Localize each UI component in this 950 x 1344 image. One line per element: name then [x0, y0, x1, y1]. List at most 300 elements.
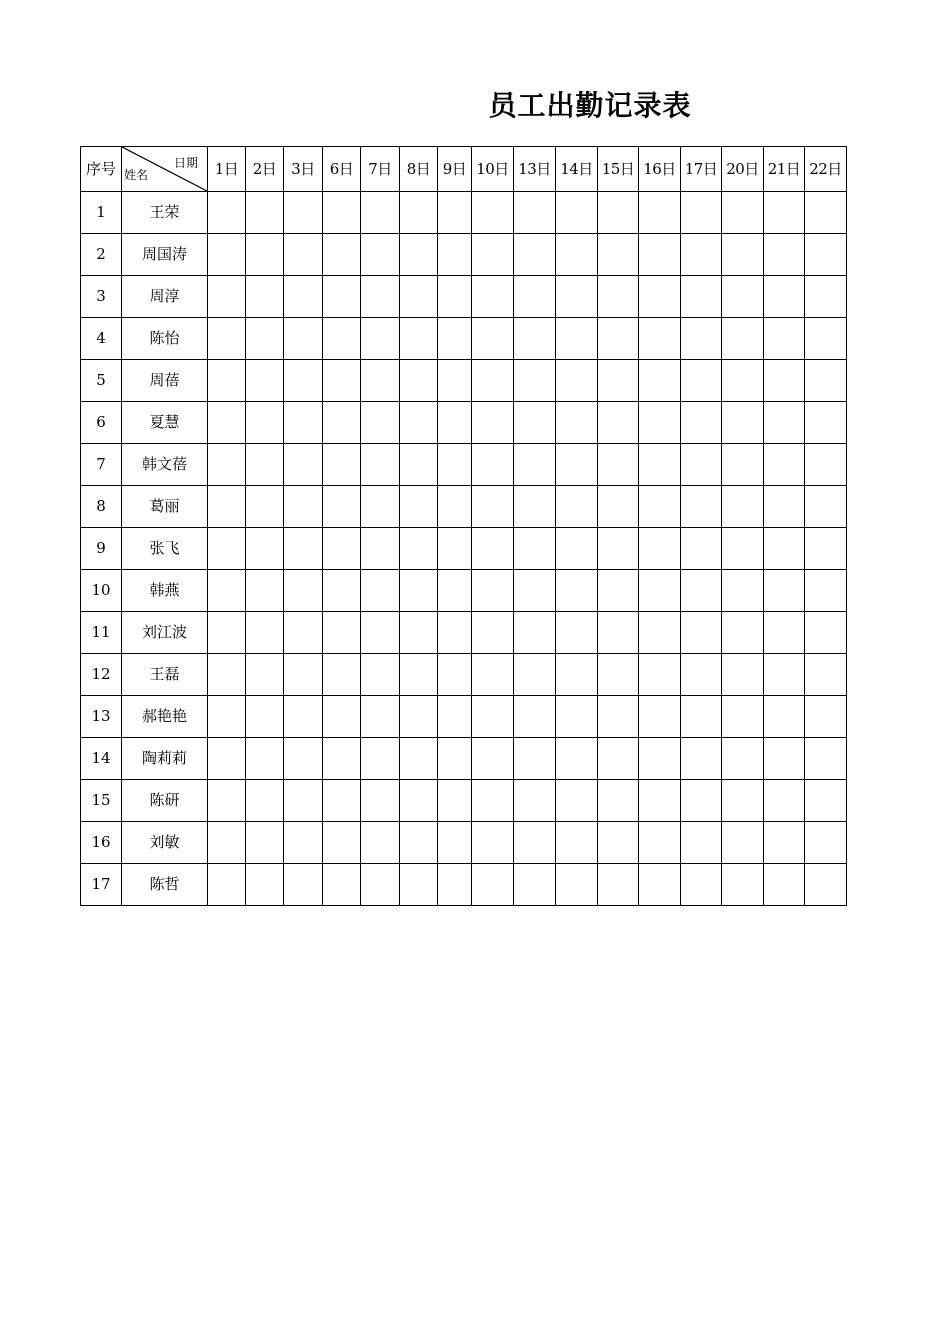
- attendance-cell[interactable]: [764, 276, 805, 318]
- attendance-cell[interactable]: [514, 192, 556, 234]
- attendance-cell[interactable]: [722, 528, 764, 570]
- attendance-cell[interactable]: [208, 318, 246, 360]
- header-day-13[interactable]: 20日: [722, 147, 764, 192]
- attendance-cell[interactable]: [805, 528, 847, 570]
- attendance-cell[interactable]: [472, 738, 514, 780]
- attendance-cell[interactable]: [438, 612, 472, 654]
- attendance-cell[interactable]: [400, 276, 438, 318]
- attendance-cell[interactable]: [639, 402, 681, 444]
- attendance-cell[interactable]: [208, 192, 246, 234]
- attendance-cell[interactable]: [639, 864, 681, 906]
- attendance-cell[interactable]: [323, 654, 361, 696]
- attendance-cell[interactable]: [722, 780, 764, 822]
- attendance-cell[interactable]: [400, 402, 438, 444]
- attendance-cell[interactable]: [472, 192, 514, 234]
- attendance-cell[interactable]: [361, 738, 400, 780]
- attendance-cell[interactable]: [556, 360, 598, 402]
- attendance-cell[interactable]: [361, 276, 400, 318]
- attendance-cell[interactable]: [681, 696, 722, 738]
- attendance-cell[interactable]: [246, 234, 284, 276]
- attendance-cell[interactable]: [361, 864, 400, 906]
- attendance-cell[interactable]: [639, 528, 681, 570]
- attendance-cell[interactable]: [361, 780, 400, 822]
- attendance-cell[interactable]: [764, 780, 805, 822]
- attendance-cell[interactable]: [764, 528, 805, 570]
- attendance-cell[interactable]: [438, 234, 472, 276]
- attendance-cell[interactable]: [639, 192, 681, 234]
- attendance-cell[interactable]: [400, 192, 438, 234]
- attendance-cell[interactable]: [722, 234, 764, 276]
- attendance-cell[interactable]: [805, 612, 847, 654]
- attendance-cell[interactable]: [284, 696, 323, 738]
- header-day-12[interactable]: 17日: [681, 147, 722, 192]
- attendance-cell[interactable]: [514, 318, 556, 360]
- attendance-cell[interactable]: [639, 654, 681, 696]
- attendance-cell[interactable]: [323, 528, 361, 570]
- attendance-cell[interactable]: [323, 738, 361, 780]
- attendance-cell[interactable]: [472, 696, 514, 738]
- attendance-cell[interactable]: [514, 612, 556, 654]
- attendance-cell[interactable]: [681, 822, 722, 864]
- attendance-cell[interactable]: [556, 234, 598, 276]
- header-day-4[interactable]: 7日: [361, 147, 400, 192]
- attendance-cell[interactable]: [246, 738, 284, 780]
- row-name[interactable]: 陈哲: [122, 864, 208, 906]
- row-name[interactable]: 张飞: [122, 528, 208, 570]
- row-name[interactable]: 刘敏: [122, 822, 208, 864]
- attendance-cell[interactable]: [805, 318, 847, 360]
- row-seq[interactable]: 8: [81, 486, 122, 528]
- attendance-cell[interactable]: [681, 318, 722, 360]
- attendance-cell[interactable]: [400, 780, 438, 822]
- attendance-cell[interactable]: [805, 234, 847, 276]
- attendance-cell[interactable]: [681, 528, 722, 570]
- attendance-cell[interactable]: [598, 654, 639, 696]
- attendance-cell[interactable]: [805, 360, 847, 402]
- attendance-cell[interactable]: [722, 486, 764, 528]
- attendance-cell[interactable]: [438, 402, 472, 444]
- attendance-cell[interactable]: [514, 738, 556, 780]
- header-seq[interactable]: 序号: [81, 147, 122, 192]
- attendance-cell[interactable]: [556, 528, 598, 570]
- attendance-cell[interactable]: [361, 570, 400, 612]
- attendance-cell[interactable]: [361, 696, 400, 738]
- attendance-cell[interactable]: [284, 486, 323, 528]
- attendance-cell[interactable]: [764, 360, 805, 402]
- attendance-cell[interactable]: [764, 738, 805, 780]
- attendance-cell[interactable]: [598, 192, 639, 234]
- attendance-cell[interactable]: [400, 654, 438, 696]
- attendance-cell[interactable]: [598, 402, 639, 444]
- attendance-cell[interactable]: [323, 318, 361, 360]
- attendance-cell[interactable]: [246, 486, 284, 528]
- header-day-10[interactable]: 15日: [598, 147, 639, 192]
- attendance-cell[interactable]: [598, 318, 639, 360]
- attendance-cell[interactable]: [556, 612, 598, 654]
- attendance-cell[interactable]: [208, 234, 246, 276]
- attendance-cell[interactable]: [323, 192, 361, 234]
- attendance-cell[interactable]: [284, 654, 323, 696]
- attendance-cell[interactable]: [805, 864, 847, 906]
- attendance-cell[interactable]: [438, 696, 472, 738]
- attendance-cell[interactable]: [284, 612, 323, 654]
- attendance-cell[interactable]: [472, 318, 514, 360]
- attendance-cell[interactable]: [805, 276, 847, 318]
- attendance-cell[interactable]: [472, 780, 514, 822]
- attendance-cell[interactable]: [805, 780, 847, 822]
- attendance-cell[interactable]: [472, 612, 514, 654]
- attendance-cell[interactable]: [400, 360, 438, 402]
- attendance-cell[interactable]: [208, 612, 246, 654]
- row-seq[interactable]: 13: [81, 696, 122, 738]
- attendance-cell[interactable]: [764, 612, 805, 654]
- attendance-cell[interactable]: [681, 486, 722, 528]
- attendance-cell[interactable]: [438, 318, 472, 360]
- attendance-cell[interactable]: [805, 696, 847, 738]
- attendance-cell[interactable]: [598, 696, 639, 738]
- attendance-cell[interactable]: [438, 570, 472, 612]
- attendance-cell[interactable]: [805, 192, 847, 234]
- attendance-cell[interactable]: [472, 360, 514, 402]
- attendance-cell[interactable]: [722, 360, 764, 402]
- attendance-cell[interactable]: [438, 864, 472, 906]
- attendance-cell[interactable]: [472, 654, 514, 696]
- row-seq[interactable]: 6: [81, 402, 122, 444]
- attendance-cell[interactable]: [472, 444, 514, 486]
- attendance-cell[interactable]: [246, 780, 284, 822]
- attendance-cell[interactable]: [284, 276, 323, 318]
- row-name[interactable]: 郝艳艳: [122, 696, 208, 738]
- row-name[interactable]: 周国涛: [122, 234, 208, 276]
- header-day-6[interactable]: 9日: [438, 147, 472, 192]
- header-day-11[interactable]: 16日: [639, 147, 681, 192]
- attendance-cell[interactable]: [681, 612, 722, 654]
- row-name[interactable]: 葛丽: [122, 486, 208, 528]
- row-name[interactable]: 周蓓: [122, 360, 208, 402]
- attendance-cell[interactable]: [246, 402, 284, 444]
- attendance-cell[interactable]: [514, 234, 556, 276]
- attendance-cell[interactable]: [361, 360, 400, 402]
- attendance-cell[interactable]: [556, 444, 598, 486]
- attendance-cell[interactable]: [361, 612, 400, 654]
- attendance-cell[interactable]: [246, 612, 284, 654]
- row-name[interactable]: 陶莉莉: [122, 738, 208, 780]
- attendance-cell[interactable]: [284, 402, 323, 444]
- row-name[interactable]: 王荣: [122, 192, 208, 234]
- attendance-cell[interactable]: [208, 738, 246, 780]
- attendance-cell[interactable]: [438, 444, 472, 486]
- attendance-cell[interactable]: [805, 654, 847, 696]
- attendance-cell[interactable]: [722, 738, 764, 780]
- attendance-cell[interactable]: [722, 318, 764, 360]
- row-name[interactable]: 周淳: [122, 276, 208, 318]
- attendance-cell[interactable]: [681, 738, 722, 780]
- attendance-cell[interactable]: [284, 780, 323, 822]
- attendance-cell[interactable]: [556, 318, 598, 360]
- attendance-cell[interactable]: [639, 696, 681, 738]
- attendance-cell[interactable]: [514, 360, 556, 402]
- attendance-cell[interactable]: [514, 864, 556, 906]
- header-day-14[interactable]: 21日: [764, 147, 805, 192]
- attendance-cell[interactable]: [639, 822, 681, 864]
- attendance-cell[interactable]: [598, 738, 639, 780]
- attendance-cell[interactable]: [722, 654, 764, 696]
- attendance-cell[interactable]: [805, 822, 847, 864]
- attendance-cell[interactable]: [246, 276, 284, 318]
- attendance-cell[interactable]: [208, 402, 246, 444]
- attendance-cell[interactable]: [514, 654, 556, 696]
- attendance-cell[interactable]: [208, 360, 246, 402]
- attendance-cell[interactable]: [400, 864, 438, 906]
- attendance-cell[interactable]: [438, 192, 472, 234]
- attendance-cell[interactable]: [284, 318, 323, 360]
- attendance-cell[interactable]: [764, 234, 805, 276]
- attendance-cell[interactable]: [323, 780, 361, 822]
- header-day-5[interactable]: 8日: [400, 147, 438, 192]
- attendance-cell[interactable]: [639, 318, 681, 360]
- attendance-cell[interactable]: [598, 864, 639, 906]
- attendance-cell[interactable]: [246, 444, 284, 486]
- attendance-cell[interactable]: [323, 234, 361, 276]
- attendance-cell[interactable]: [246, 318, 284, 360]
- row-seq[interactable]: 2: [81, 234, 122, 276]
- header-day-0[interactable]: 1日: [208, 147, 246, 192]
- header-day-9[interactable]: 14日: [556, 147, 598, 192]
- attendance-cell[interactable]: [639, 570, 681, 612]
- attendance-cell[interactable]: [284, 360, 323, 402]
- row-name[interactable]: 陈怡: [122, 318, 208, 360]
- attendance-cell[interactable]: [208, 696, 246, 738]
- header-day-15[interactable]: 22日: [805, 147, 847, 192]
- attendance-cell[interactable]: [208, 864, 246, 906]
- header-day-2[interactable]: 3日: [284, 147, 323, 192]
- attendance-cell[interactable]: [764, 444, 805, 486]
- attendance-cell[interactable]: [722, 696, 764, 738]
- attendance-cell[interactable]: [246, 360, 284, 402]
- attendance-cell[interactable]: [556, 276, 598, 318]
- attendance-cell[interactable]: [246, 822, 284, 864]
- attendance-cell[interactable]: [681, 402, 722, 444]
- attendance-cell[interactable]: [323, 822, 361, 864]
- attendance-cell[interactable]: [400, 822, 438, 864]
- row-seq[interactable]: 5: [81, 360, 122, 402]
- attendance-cell[interactable]: [361, 822, 400, 864]
- attendance-cell[interactable]: [208, 276, 246, 318]
- attendance-cell[interactable]: [246, 192, 284, 234]
- row-seq[interactable]: 16: [81, 822, 122, 864]
- attendance-cell[interactable]: [598, 612, 639, 654]
- attendance-cell[interactable]: [681, 570, 722, 612]
- attendance-cell[interactable]: [323, 612, 361, 654]
- attendance-cell[interactable]: [472, 822, 514, 864]
- attendance-cell[interactable]: [722, 822, 764, 864]
- attendance-cell[interactable]: [400, 696, 438, 738]
- row-seq[interactable]: 11: [81, 612, 122, 654]
- attendance-cell[interactable]: [361, 402, 400, 444]
- attendance-cell[interactable]: [764, 486, 805, 528]
- attendance-cell[interactable]: [639, 612, 681, 654]
- row-seq[interactable]: 14: [81, 738, 122, 780]
- attendance-cell[interactable]: [722, 192, 764, 234]
- attendance-cell[interactable]: [598, 822, 639, 864]
- attendance-cell[interactable]: [556, 822, 598, 864]
- attendance-cell[interactable]: [764, 696, 805, 738]
- attendance-cell[interactable]: [208, 780, 246, 822]
- attendance-cell[interactable]: [639, 234, 681, 276]
- attendance-cell[interactable]: [284, 234, 323, 276]
- attendance-cell[interactable]: [639, 276, 681, 318]
- attendance-cell[interactable]: [514, 780, 556, 822]
- attendance-cell[interactable]: [514, 402, 556, 444]
- attendance-cell[interactable]: [598, 780, 639, 822]
- attendance-cell[interactable]: [361, 234, 400, 276]
- attendance-cell[interactable]: [361, 444, 400, 486]
- attendance-cell[interactable]: [472, 276, 514, 318]
- attendance-cell[interactable]: [246, 570, 284, 612]
- attendance-cell[interactable]: [323, 276, 361, 318]
- attendance-cell[interactable]: [400, 234, 438, 276]
- row-seq[interactable]: 15: [81, 780, 122, 822]
- attendance-cell[interactable]: [472, 402, 514, 444]
- attendance-cell[interactable]: [514, 444, 556, 486]
- attendance-cell[interactable]: [514, 570, 556, 612]
- attendance-cell[interactable]: [805, 738, 847, 780]
- attendance-cell[interactable]: [514, 276, 556, 318]
- attendance-cell[interactable]: [764, 654, 805, 696]
- attendance-cell[interactable]: [598, 234, 639, 276]
- attendance-cell[interactable]: [323, 696, 361, 738]
- attendance-cell[interactable]: [208, 528, 246, 570]
- attendance-cell[interactable]: [208, 822, 246, 864]
- attendance-cell[interactable]: [514, 696, 556, 738]
- attendance-cell[interactable]: [805, 444, 847, 486]
- row-seq[interactable]: 7: [81, 444, 122, 486]
- attendance-cell[interactable]: [438, 360, 472, 402]
- attendance-cell[interactable]: [400, 318, 438, 360]
- attendance-cell[interactable]: [284, 528, 323, 570]
- attendance-cell[interactable]: [400, 444, 438, 486]
- row-seq[interactable]: 9: [81, 528, 122, 570]
- attendance-cell[interactable]: [284, 444, 323, 486]
- attendance-cell[interactable]: [361, 528, 400, 570]
- attendance-cell[interactable]: [472, 528, 514, 570]
- attendance-cell[interactable]: [438, 738, 472, 780]
- header-day-3[interactable]: 6日: [323, 147, 361, 192]
- attendance-cell[interactable]: [323, 360, 361, 402]
- attendance-cell[interactable]: [598, 444, 639, 486]
- row-seq[interactable]: 17: [81, 864, 122, 906]
- attendance-cell[interactable]: [764, 822, 805, 864]
- attendance-cell[interactable]: [514, 528, 556, 570]
- attendance-cell[interactable]: [722, 864, 764, 906]
- attendance-cell[interactable]: [361, 654, 400, 696]
- attendance-cell[interactable]: [764, 318, 805, 360]
- attendance-cell[interactable]: [681, 654, 722, 696]
- attendance-cell[interactable]: [639, 780, 681, 822]
- attendance-cell[interactable]: [472, 234, 514, 276]
- attendance-cell[interactable]: [639, 486, 681, 528]
- attendance-cell[interactable]: [438, 780, 472, 822]
- attendance-cell[interactable]: [361, 318, 400, 360]
- header-day-7[interactable]: 10日: [472, 147, 514, 192]
- attendance-cell[interactable]: [722, 444, 764, 486]
- attendance-cell[interactable]: [598, 360, 639, 402]
- attendance-cell[interactable]: [556, 654, 598, 696]
- attendance-cell[interactable]: [323, 444, 361, 486]
- attendance-cell[interactable]: [764, 570, 805, 612]
- attendance-cell[interactable]: [246, 696, 284, 738]
- row-name[interactable]: 刘江波: [122, 612, 208, 654]
- row-name[interactable]: 韩文蓓: [122, 444, 208, 486]
- attendance-cell[interactable]: [208, 486, 246, 528]
- attendance-cell[interactable]: [246, 864, 284, 906]
- attendance-cell[interactable]: [284, 738, 323, 780]
- row-seq[interactable]: 4: [81, 318, 122, 360]
- attendance-cell[interactable]: [556, 402, 598, 444]
- attendance-cell[interactable]: [722, 570, 764, 612]
- attendance-cell[interactable]: [639, 444, 681, 486]
- attendance-cell[interactable]: [805, 570, 847, 612]
- attendance-cell[interactable]: [472, 864, 514, 906]
- attendance-cell[interactable]: [208, 444, 246, 486]
- attendance-cell[interactable]: [284, 864, 323, 906]
- attendance-cell[interactable]: [598, 570, 639, 612]
- attendance-cell[interactable]: [438, 822, 472, 864]
- attendance-cell[interactable]: [400, 528, 438, 570]
- attendance-cell[interactable]: [722, 612, 764, 654]
- attendance-cell[interactable]: [598, 486, 639, 528]
- row-seq[interactable]: 3: [81, 276, 122, 318]
- row-seq[interactable]: 1: [81, 192, 122, 234]
- attendance-cell[interactable]: [438, 528, 472, 570]
- attendance-cell[interactable]: [323, 864, 361, 906]
- attendance-cell[interactable]: [400, 738, 438, 780]
- attendance-cell[interactable]: [681, 360, 722, 402]
- attendance-cell[interactable]: [556, 864, 598, 906]
- attendance-cell[interactable]: [208, 570, 246, 612]
- row-name[interactable]: 王磊: [122, 654, 208, 696]
- attendance-cell[interactable]: [472, 570, 514, 612]
- row-seq[interactable]: 12: [81, 654, 122, 696]
- row-name[interactable]: 陈研: [122, 780, 208, 822]
- attendance-cell[interactable]: [208, 654, 246, 696]
- attendance-cell[interactable]: [556, 192, 598, 234]
- header-day-8[interactable]: 13日: [514, 147, 556, 192]
- row-name[interactable]: 韩燕: [122, 570, 208, 612]
- attendance-cell[interactable]: [639, 360, 681, 402]
- attendance-cell[interactable]: [284, 822, 323, 864]
- header-name-date-diagonal[interactable]: [122, 147, 208, 192]
- row-name[interactable]: 夏慧: [122, 402, 208, 444]
- attendance-cell[interactable]: [472, 486, 514, 528]
- attendance-cell[interactable]: [805, 402, 847, 444]
- attendance-cell[interactable]: [556, 780, 598, 822]
- attendance-cell[interactable]: [556, 696, 598, 738]
- attendance-cell[interactable]: [681, 864, 722, 906]
- attendance-cell[interactable]: [681, 192, 722, 234]
- attendance-cell[interactable]: [438, 654, 472, 696]
- attendance-cell[interactable]: [556, 570, 598, 612]
- row-seq[interactable]: 10: [81, 570, 122, 612]
- attendance-cell[interactable]: [556, 486, 598, 528]
- attendance-cell[interactable]: [323, 402, 361, 444]
- attendance-cell[interactable]: [598, 528, 639, 570]
- attendance-cell[interactable]: [323, 570, 361, 612]
- attendance-cell[interactable]: [514, 486, 556, 528]
- attendance-cell[interactable]: [598, 276, 639, 318]
- attendance-cell[interactable]: [764, 864, 805, 906]
- attendance-cell[interactable]: [681, 780, 722, 822]
